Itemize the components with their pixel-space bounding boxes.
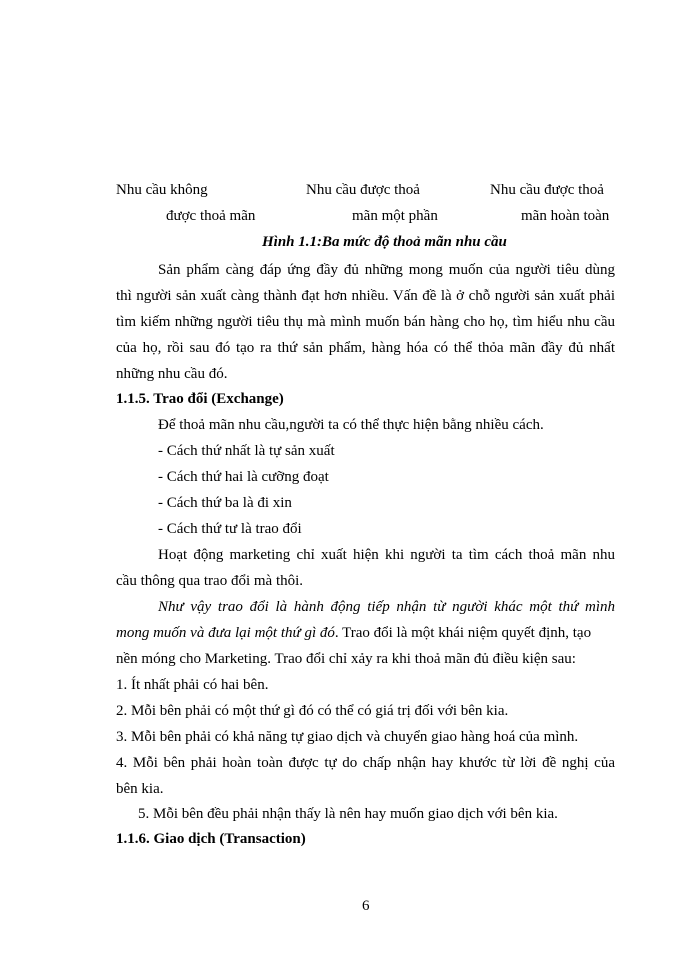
- paragraph-line: tìm kiếm những người tiêu thụ mà mình muốn bán hàng cho họ, tìm hiểu nhu cầu: [116, 314, 615, 330]
- figure-caption: Hình 1.1:Ba mức độ thoả mãn nhu cầu: [262, 234, 507, 250]
- activity-line: cầu thông qua trao đổi mà thôi.: [116, 573, 304, 589]
- paragraph-line: những nhu cầu đó.: [116, 366, 228, 382]
- condition-item: 4. Mỗi bên phải hoàn toàn được tự do chấp nhận hay khước từ lời đề nghị của: [116, 755, 615, 771]
- figure-label-unmet-line2: được thoả mãn: [166, 208, 256, 224]
- definition-line-italic: Như vậy trao đổi là hành động tiếp nhận từ người khác một thứ mình: [158, 599, 615, 615]
- page-number: 6: [362, 898, 370, 914]
- method-item: - Cách thứ nhất là tự sản xuất: [158, 443, 335, 459]
- definition-line: nền móng cho Marketing. Trao đổi chỉ xảy ra khi thoả mãn đủ điều kiện sau:: [116, 651, 576, 667]
- method-item: - Cách thứ tư là trao đổi: [158, 521, 302, 537]
- condition-item: 1. Ít nhất phải có hai bên.: [116, 677, 269, 693]
- paragraph-line: Sản phẩm càng đáp ứng đầy đủ những mong muốn của người tiêu dùng: [158, 262, 615, 278]
- figure-label-partial-line2: mãn một phần: [352, 208, 438, 224]
- definition-line-mixed: [116, 625, 591, 642]
- condition-item-continuation: bên kia.: [116, 781, 164, 797]
- section-heading-transaction: 1.1.6. Giao dịch (Transaction): [116, 831, 306, 847]
- method-item: - Cách thứ hai là cưỡng đoạt: [158, 469, 329, 485]
- activity-line: Hoạt động marketing chỉ xuất hiện khi người ta tìm cách thoả mãn nhu: [158, 547, 615, 563]
- definition-italic-part: mong muốn và đưa lại một thứ gì đó: [116, 625, 335, 641]
- method-item: - Cách thứ ba là đi xin: [158, 495, 292, 511]
- condition-item: 3. Mỗi bên phải có khả năng tự giao dịch và chuyển giao hàng hoá của mình.: [116, 729, 579, 745]
- figure-label-full-line1: Nhu cầu được thoả: [490, 182, 604, 198]
- definition-normal-part: . Trao đổi là một khái niệm quyết định, tạo: [334, 625, 592, 641]
- condition-item: 2. Mỗi bên phải có một thứ gì đó có thể có giá trị đối với bên kia.: [116, 703, 509, 719]
- exchange-intro: Để thoả mãn nhu cầu,người ta có thể thực hiện bằng nhiều cách.: [158, 417, 544, 433]
- figure-label-partial-line1: Nhu cầu được thoả: [306, 182, 420, 198]
- condition-item: 5. Mỗi bên đều phải nhận thấy là nên hay muốn giao dịch với bên kia.: [138, 806, 558, 822]
- figure-label-full-line2: mãn hoàn toàn: [521, 208, 610, 224]
- section-heading-exchange: 1.1.5. Trao đổi (Exchange): [116, 391, 284, 407]
- paragraph-line: của họ, rồi sau đó tạo ra thứ sản phẩm, hàng hóa có thể thỏa mãn đầy đủ nhất: [116, 340, 615, 356]
- paragraph-line: thì người sản xuất càng thành đạt hơn nhiều. Vấn đề là ở chỗ người sản xuất phải: [116, 288, 615, 304]
- figure-label-unmet-line1: Nhu cầu không: [116, 182, 208, 198]
